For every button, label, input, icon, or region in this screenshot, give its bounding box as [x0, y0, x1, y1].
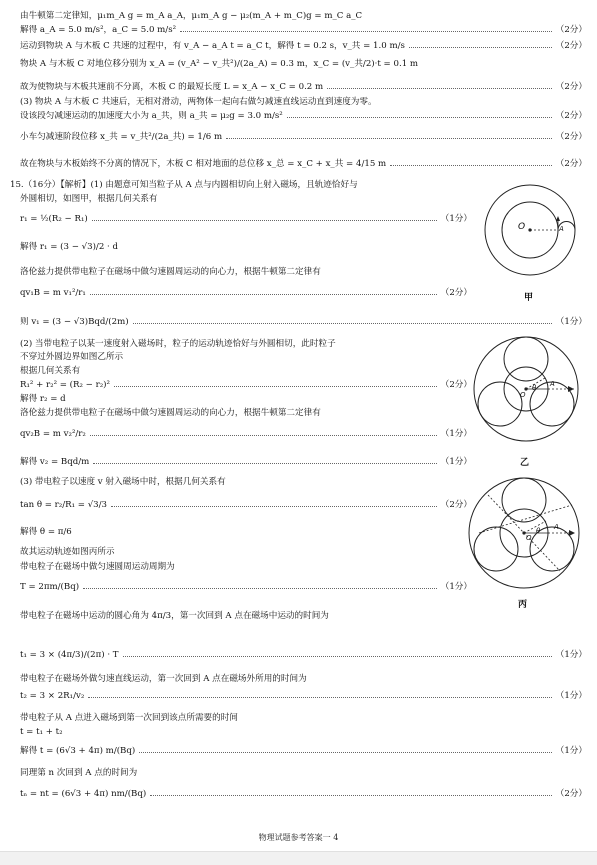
score-mark: （1分）	[555, 317, 587, 327]
text-line: tan θ = r₂/R₁ = √3/3 （2分）	[20, 500, 472, 510]
score-mark: （1分）	[555, 746, 587, 756]
text-line: 同理第 n 次回到 A 点的时间为	[20, 768, 138, 778]
text-line: 则 v₁ = (3 − √3)Bqd/(2m) （1分）	[20, 317, 587, 327]
score-mark: （2分）	[440, 380, 472, 390]
text-line: t₂ = 3 × 2R₁/v₂ （1分）	[20, 691, 587, 701]
score-mark: （1分）	[440, 457, 472, 467]
figure-jia	[478, 180, 588, 290]
score-mark: （2分）	[555, 789, 587, 799]
text-line: 解得 θ = π/6	[20, 527, 72, 537]
figure-yi-label-a: A	[550, 380, 555, 388]
text-line: 由牛顿第二定律知，μ₁m_A g = m_A a_A，μ₁m_A g − μ₂(m_A + m_C)g = m_C a_C	[20, 11, 363, 21]
text-line: (2) 当带电粒子以某一速度射入磁场时，粒子的运动轨迹恰好与外圆相切，此时粒子	[20, 339, 336, 349]
text-line: 外圆相切，如图甲，根据几何关系有	[20, 194, 158, 204]
score-mark: （1分）	[440, 582, 472, 592]
score-mark: （2分）	[440, 288, 472, 298]
text-line: 洛伦兹力提供带电粒子在磁场中做匀速圆周运动的向心力，根据牛顿第二定律有	[20, 267, 321, 277]
figure-bing-label-a: A	[554, 523, 559, 531]
text-line: 小车匀减速阶段位移 x_共 = v_共²/(2a_共) = 1/6 m （2分）	[20, 132, 587, 142]
text-line: 解得 v₂ = Bqd/m （1分）	[20, 457, 472, 467]
text-line: (3) 带电粒子以速度 v 射入磁场中时，根据几何关系有	[20, 477, 226, 487]
text-line: tₙ = nt = (6√3 + 4π) nm/(Bq) （2分）	[20, 789, 587, 799]
text-line: 根据几何关系有	[20, 366, 81, 376]
text-line: T = 2πm/(Bq) （1分）	[20, 582, 472, 592]
text-line: qv₂B = m v₂²/r₂ （1分）	[20, 429, 472, 439]
figure-yi	[470, 333, 585, 448]
score-mark: （1分）	[555, 691, 587, 701]
text-line: r₁ = ½(R₂ − R₁) （1分）	[20, 214, 472, 224]
score-mark: （2分）	[555, 132, 587, 142]
text-line: 解得 a_A = 5.0 m/s²，a_C = 5.0 m/s² （2分）	[20, 25, 587, 35]
score-mark: （2分）	[555, 111, 587, 121]
text-line: 带电粒子在磁场中做匀速圆周运动周期为	[20, 562, 175, 572]
figure-bing-caption: 丙	[518, 600, 528, 610]
figure-bing-label-theta: θ	[536, 527, 541, 535]
text-line: t = t₁ + t₂	[20, 727, 63, 737]
figure-jia-label-a: A	[559, 225, 564, 233]
text-line: 运动到物块 A 与木板 C 共速的过程中，有 v_A − a_A t = a_C t，解得 t = 0.2 s，v_共 = 1.0 m/s （2分）	[20, 41, 587, 51]
figure-jia-caption: 甲	[524, 293, 534, 303]
text-line: 解得 r₂ = d	[20, 394, 66, 404]
score-mark: （1分）	[440, 214, 472, 224]
page-footer: 物理试题参考答案一 4	[258, 833, 339, 842]
text-line: qv₁B = m v₁²/r₁ （2分）	[20, 288, 472, 298]
score-mark: （1分）	[440, 429, 472, 439]
text-line: t₁ = 3 × (4π/3)/(2π) · T （1分）	[20, 650, 587, 660]
text-line: 洛伦兹力提供带电粒子在磁场中做匀速圆周运动的向心力，根据牛顿第二定律有	[20, 408, 321, 418]
text-line: 15.（16分）【解析】(1) 由题意可知当粒子从 A 点与内圆相切向上射入磁场，且轨迹恰好与	[10, 180, 358, 190]
score-mark: （2分）	[555, 41, 587, 51]
score-mark: （2分）	[555, 159, 587, 169]
score-mark: （2分）	[555, 82, 587, 92]
text-line: 带电粒子从 A 点进入磁场到第一次回到该点所需要的时间	[20, 713, 238, 723]
text-line: 解得 r₁ = (3 − √3)/2 · d	[20, 242, 118, 252]
figure-yi-label-theta: θ	[532, 384, 537, 392]
text-line: R₁² + r₂² = (R₂ − r₂)² （2分）	[20, 380, 472, 390]
text-line: 物块 A 与木板 C 对地位移分别为 x_A = (v_A² − v_共²)/(2a_A) = 0.3 m，x_C = (v_共/2)·t = 0.1 m	[20, 59, 419, 69]
text-line: 故在物块与木板始终不分离的情况下，木板 C 相对地面的总位移 x_总 = x_C + x_共 = 4/15 m （2分）	[20, 159, 587, 169]
figure-yi-label-o: O	[520, 391, 526, 399]
text-line: 不穿过外圆边界如图乙所示	[20, 352, 124, 362]
figure-bing	[464, 475, 584, 595]
text-line: 带电粒子在磁场外做匀速直线运动，第一次回到 A 点在磁场外所用的时间为	[20, 674, 307, 684]
text-line: 故为使物块与木板共速前不分离，木板 C 的最短长度 L = x_A − x_C = 0.2 m （2分）	[20, 82, 587, 92]
score-mark: （1分）	[555, 650, 587, 660]
text-line: (3) 物块 A 与木板 C 共速后，无相对滑动，两物体一起向右做匀减速直线运动直到速度为零。	[20, 97, 377, 107]
bottom-strip	[0, 851, 597, 865]
score-mark: （2分）	[555, 25, 587, 35]
figure-jia-label-o: O	[518, 222, 526, 232]
figure-yi-caption: 乙	[520, 458, 530, 468]
text-line: 带电粒子在磁场中运动的圆心角为 4π/3，第一次回到 A 点在磁场中运动的时间为	[20, 611, 329, 621]
text-line: 设该段匀减速运动的加速度大小为 a_共，则 a_共 = μ₂g = 3.0 m/s² （2分）	[20, 111, 587, 121]
text-line: 故其运动轨迹如图丙所示	[20, 547, 115, 557]
figure-bing-label-o: O	[526, 534, 532, 542]
score-mark: （2分）	[440, 500, 472, 510]
text-line: 解得 t = (6√3 + 4π) m/(Bq) （1分）	[20, 746, 587, 756]
